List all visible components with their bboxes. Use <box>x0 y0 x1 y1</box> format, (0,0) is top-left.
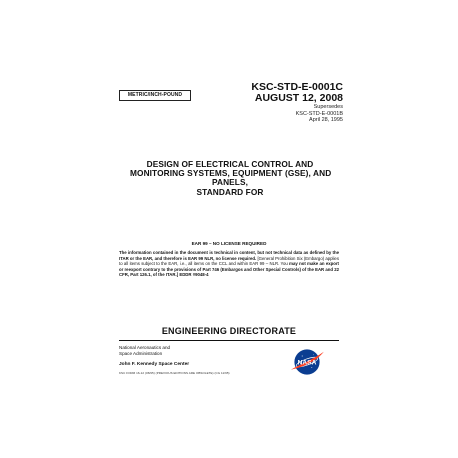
logo-star <box>302 356 303 357</box>
divider <box>119 340 339 341</box>
title-line-1: DESIGN OF ELECTRICAL CONTROL AND <box>146 159 314 169</box>
title-line-4: STANDARD FOR <box>196 186 264 197</box>
directorate-title: ENGINEERING DIRECTORATE <box>161 326 297 336</box>
ear-heading: EAR 99 – NO LICENSE REQUIRED <box>191 241 267 246</box>
supersedes-date: April 28, 1995 <box>309 117 343 123</box>
document-title <box>130 160 330 197</box>
title-line-3: PANELS, <box>211 177 249 188</box>
center-name: John F. Kennedy Space Center <box>119 362 190 367</box>
metric-inch-pound-badge: METRIC/INCH-POUND <box>119 90 191 101</box>
ear-text-4: may not make an export or reexport contrary to the provisions of Part 746 (Embargos and Other Special Controls) of the EAR and 22 CFR, Part 126.1, of the ITAR.] EDDR #9048-4 <box>119 261 339 278</box>
org-line-2: Space Administration <box>119 350 163 356</box>
ear-notice <box>119 250 339 278</box>
org-line-1: National Aeronautics and <box>119 345 171 350</box>
supersedes-block <box>193 104 343 124</box>
ear-text-3: [General Prohibition Six (Embargo) applies to all items subject to the EAR, i.e., all items on the CCL and within EAR 99 – NLR. You <box>119 255 339 267</box>
logo-lettering: NASA <box>297 359 317 367</box>
organization-block <box>119 345 249 356</box>
document-date: AUGUST 12, 2008 <box>254 92 343 104</box>
logo-star <box>311 367 312 368</box>
ear-text-1: The information contained in the document is technical in content, but not technical data as defined by the ITAR or the EAR, and therefore is <box>119 250 339 261</box>
title-line-2: MONITORING SYSTEMS, EQUIPMENT (GSE), AND <box>130 168 332 179</box>
supersedes-document: KSC-STD-E-0001B <box>295 110 343 117</box>
document-header <box>193 82 343 104</box>
form-approval-line: KSC FORM 16-12 (06/95) (PREVIOUS EDITIONS ARE OBSOLETE) (CG 11/95) <box>119 371 230 375</box>
supersedes-label: Supersedes <box>313 104 343 110</box>
logo-star <box>313 354 314 355</box>
ear-text-2: EAR 99 NLR, no license required. <box>188 255 257 261</box>
nasa-logo-icon <box>289 347 325 377</box>
document-number: KSC-STD-E-0001C <box>251 81 343 93</box>
